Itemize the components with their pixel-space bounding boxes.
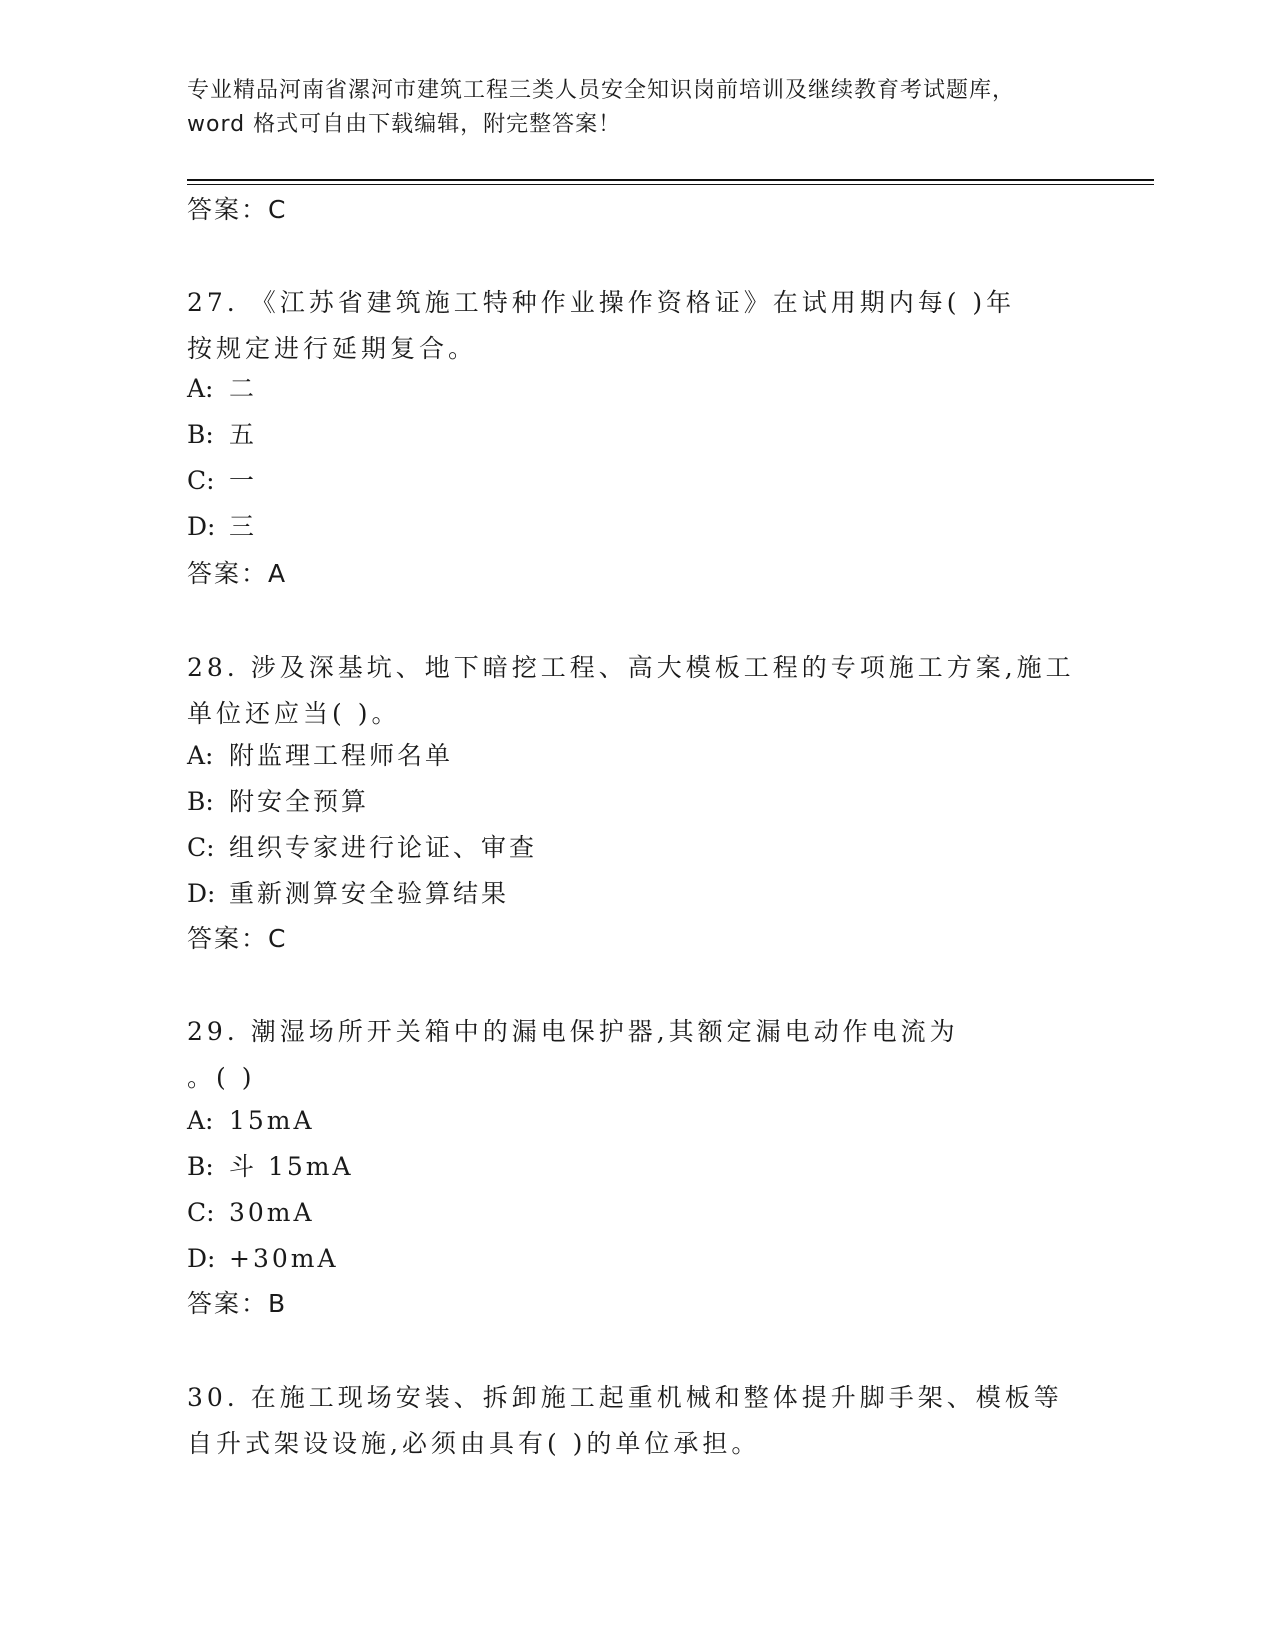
q29-option-c: [187, 1196, 315, 1230]
option-text: 五: [229, 420, 258, 449]
question-29-line-1: 29. 潮湿场所开关箱中的漏电保护器,其额定漏电动作电流为: [187, 1017, 959, 1046]
option-label: D:: [187, 1244, 216, 1273]
q29-option-d: [187, 1242, 339, 1276]
option-label: C:: [187, 833, 215, 862]
q29-option-b: [187, 1150, 354, 1184]
question-30-line-2: 自升式架设设施,必须由具有( )的单位承担。: [187, 1429, 761, 1458]
answer-q28: 答案：C: [187, 924, 288, 953]
q27-option-c: [187, 464, 257, 498]
option-text: 重新测算安全验算结果: [229, 879, 510, 908]
question-29: [187, 1009, 1087, 1101]
option-label: B:: [187, 420, 214, 449]
option-text: 一: [229, 466, 258, 495]
question-29-line-2: 。( ): [187, 1063, 256, 1092]
q29-option-a: [187, 1104, 315, 1138]
q27-option-b: [187, 418, 257, 452]
option-text: 15mA: [229, 1106, 315, 1135]
option-label: D:: [187, 879, 216, 908]
option-label: B:: [187, 1152, 214, 1181]
question-28-line-1: 28. 涉及深基坑、地下暗挖工程、高大模板工程的专项施工方案,施工: [187, 653, 1075, 682]
option-text: 附监理工程师名单: [229, 741, 454, 770]
question-28-line-2: 单位还应当( )。: [187, 699, 401, 728]
answer-prev: 答案：C: [187, 195, 288, 224]
document-header: [187, 74, 1087, 142]
option-text: +30mA: [229, 1244, 339, 1273]
option-label: C:: [187, 1198, 215, 1227]
answer-q29: 答案：B: [187, 1289, 288, 1318]
header-line-2: word 格式可自由下载编辑，附完整答案！: [187, 112, 622, 137]
q28-option-b: [187, 785, 369, 819]
header-line-1: 专业精品河南省漯河市建筑工程三类人员安全知识岗前培训及继续教育考试题库，: [187, 78, 1016, 103]
option-text: 组织专家进行论证、审查: [229, 833, 538, 862]
question-28: [187, 645, 1087, 737]
option-label: C:: [187, 466, 215, 495]
option-text: 二: [229, 374, 258, 403]
q28-option-a: [187, 739, 453, 773]
option-label: D:: [187, 512, 216, 541]
answer-q27: 答案：A: [187, 559, 288, 588]
header-rule-thin: [187, 184, 1154, 185]
option-text: 三: [229, 512, 258, 541]
header-rule-thick: [187, 179, 1154, 181]
q28-option-d: [187, 877, 509, 911]
question-30-line-1: 30. 在施工现场安装、拆卸施工起重机械和整体提升脚手架、模板等: [187, 1383, 1063, 1412]
option-label: A:: [187, 374, 214, 403]
question-27: [187, 280, 1087, 372]
question-30: [187, 1375, 1087, 1467]
option-text: 附安全预算: [229, 787, 370, 816]
question-27-line-2: 按规定进行延期复合。: [187, 334, 478, 363]
option-label: A:: [187, 1106, 214, 1135]
q27-option-a: [187, 372, 257, 406]
option-label: B:: [187, 787, 214, 816]
question-27-line-1: 27. 《江苏省建筑施工特种作业操作资格证》在试用期内每( )年: [187, 288, 1016, 317]
option-label: A:: [187, 741, 214, 770]
option-text: 斗 15mA: [229, 1152, 354, 1181]
q27-option-d: [187, 510, 257, 544]
q28-option-c: [187, 831, 537, 865]
option-text: 30mA: [229, 1198, 315, 1227]
